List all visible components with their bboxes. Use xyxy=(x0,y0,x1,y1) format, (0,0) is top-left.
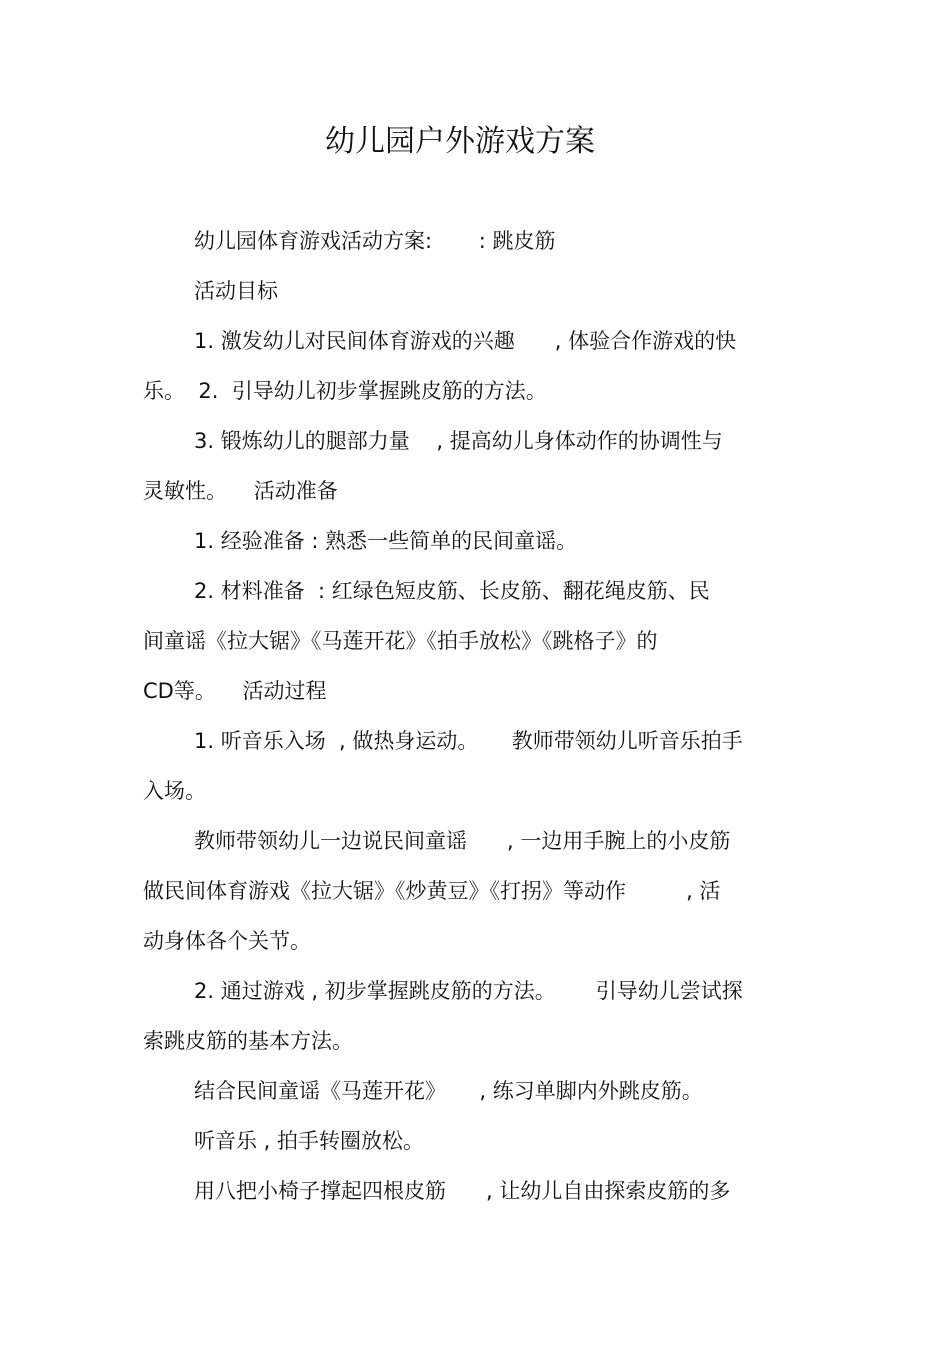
paragraph-line: 乐。 2. 引导幼儿初步掌握跳皮筋的方法。 xyxy=(143,379,547,403)
paragraph-line: 1. 经验准备 : 熟悉一些简单的民间童谣。 xyxy=(194,529,578,553)
paragraph-line: 索跳皮筋的基本方法。 xyxy=(143,1029,353,1053)
document-title: 幼儿园户外游戏方案 xyxy=(325,124,595,159)
paragraph-line: 听音乐 , 拍手转圈放松。 xyxy=(194,1129,425,1153)
paragraph-line: 2. 材料准备 : 红绿色短皮筋、长皮筋、翻花绳皮筋、民 xyxy=(194,579,710,603)
paragraph-line: 2. 通过游戏 , 初步掌握跳皮筋的方法。 引导幼儿尝试探 xyxy=(194,979,743,1003)
paragraph-line: 用八把小椅子撑起四根皮筋 , 让幼儿自由探索皮筋的多 xyxy=(194,1179,731,1203)
paragraph-line: 1. 激发幼儿对民间体育游戏的兴趣 , 体验合作游戏的快 xyxy=(194,329,737,353)
paragraph-line: 动身体各个关节。 xyxy=(143,929,311,953)
paragraph-line: 入场。 xyxy=(143,779,206,803)
paragraph-line: 幼儿园体育游戏活动方案: : 跳皮筋 xyxy=(194,229,556,253)
paragraph-line: 教师带领幼儿一边说民间童谣 , 一边用手腕上的小皮筋 xyxy=(194,829,731,853)
paragraph-line: 灵敏性。 活动准备 xyxy=(143,479,338,503)
paragraph-line: 活动目标 xyxy=(194,279,278,303)
paragraph-line: 做民间体育游戏《拉大锯》《炒黄豆》《打拐》等动作 , 活 xyxy=(143,879,721,903)
paragraph-line: 间童谣《拉大锯》《马莲开花》《拍手放松》《跳格子》的 xyxy=(143,629,658,653)
paragraph-line: 3. 锻炼幼儿的腿部力量 , 提高幼儿身体动作的协调性与 xyxy=(194,429,723,453)
paragraph-line: CD等。 活动过程 xyxy=(143,679,327,703)
paragraph-line: 结合民间童谣《马莲开花》 , 练习单脚内外跳皮筋。 xyxy=(194,1079,703,1103)
paragraph-line: 1. 听音乐入场 , 做热身运动。 教师带领幼儿听音乐拍手 xyxy=(194,729,743,753)
